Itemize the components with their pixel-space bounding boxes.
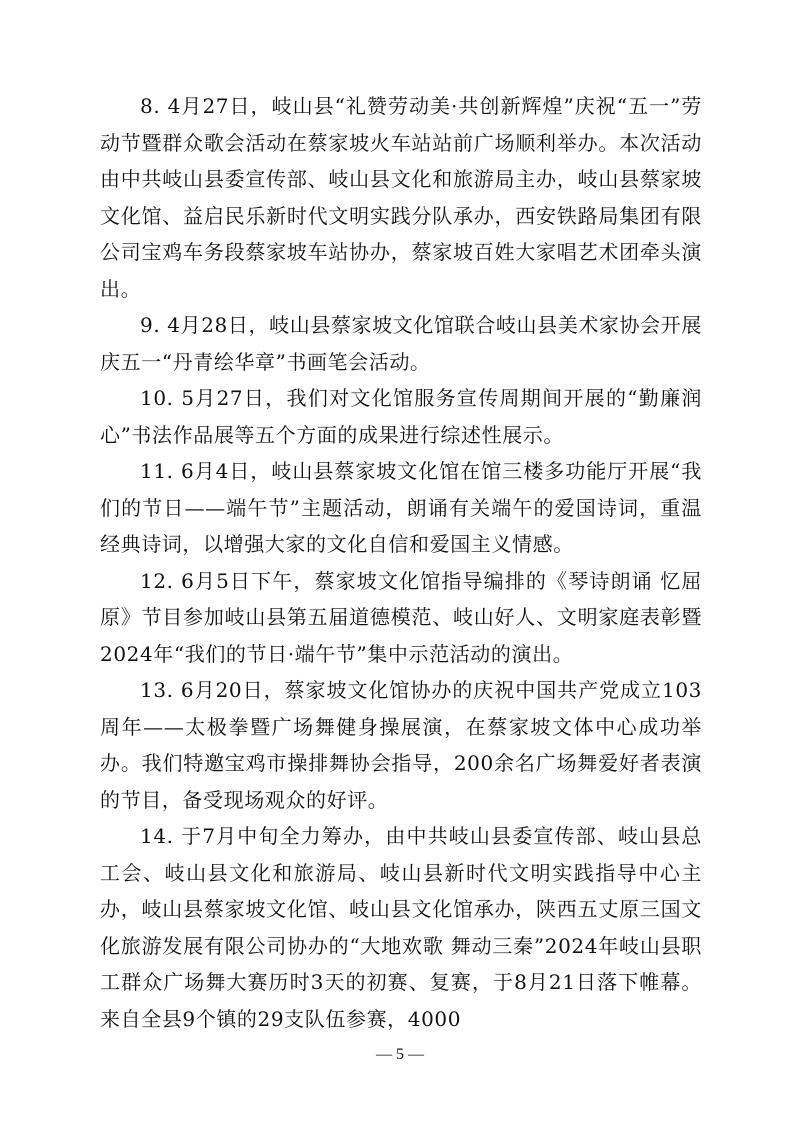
paragraph-item-10: 10. 5月27日，我们对文化馆服务宣传周期间开展的“勤廉润心”书法作品展等五个方面的成果进行综述性展示。	[100, 386, 702, 447]
document-body	[100, 88, 702, 1037]
paragraph-item-9: 9. 4月28日，岐山县蔡家坡文化馆联合岐山县美术家协会开展庆五一“丹青绘华章”书画笔会活动。	[100, 313, 702, 374]
page-number: — 5 —	[376, 1046, 424, 1063]
paragraph-item-11: 11. 6月4日，岐山县蔡家坡文化馆在馆三楼多功能厅开展“我们的节日——端午节”主题活动，朗诵有关端午的爱国诗词，重温经典诗词，以增强大家的文化自信和爱国主义情感。	[100, 459, 702, 556]
paragraph-item-8: 8. 4月27日，岐山县“礼赞劳动美·共创新辉煌”庆祝“五一”劳动节暨群众歌会活动在蔡家坡火车站站前广场顺利举办。本次活动由中共岐山县委宣传部、岐山县文化和旅游局主办，岐山县蔡家坡文化馆、益启民乐新时代文明实践分队承办，西安铁路局集团有限公司宝鸡车务段蔡家坡车站协办，蔡家坡百姓大家唱艺术团牵头演出。	[100, 94, 702, 301]
paragraph-item-13: 13. 6月20日，蔡家坡文化馆协办的庆祝中国共产党成立103周年——太极拳暨广场舞健身操展演，在蔡家坡文体中心成功举办。我们特邀宝鸡市操排舞协会指导，200余名广场舞爱好者表演的节目，备受现场观众的好评。	[100, 678, 702, 812]
paragraph-item-12: 12. 6月5日下午，蔡家坡文化馆指导编排的《琴诗朗诵 忆屈原》节目参加岐山县第五届道德模范、岐山好人、文明家庭表彰暨2024年“我们的节日·端午节”集中示范活动的演出。	[100, 568, 702, 666]
paragraph-item-14: 14. 于7月中旬全力筹办，由中共岐山县委宣传部、岐山县总工会、岐山县文化和旅游局、岐山县新时代文明实践指导中心主办，岐山县蔡家坡文化馆、岐山县文化馆承办，陕西五丈原三国文化旅游发展有限公司协办的“大地欢歌 舞动三秦”2024年岐山县职工群众广场舞大赛历时3天的初赛、复赛，于8月21日落下帷幕。来自全县9个镇的29支队伍参赛，4000	[100, 824, 702, 1031]
